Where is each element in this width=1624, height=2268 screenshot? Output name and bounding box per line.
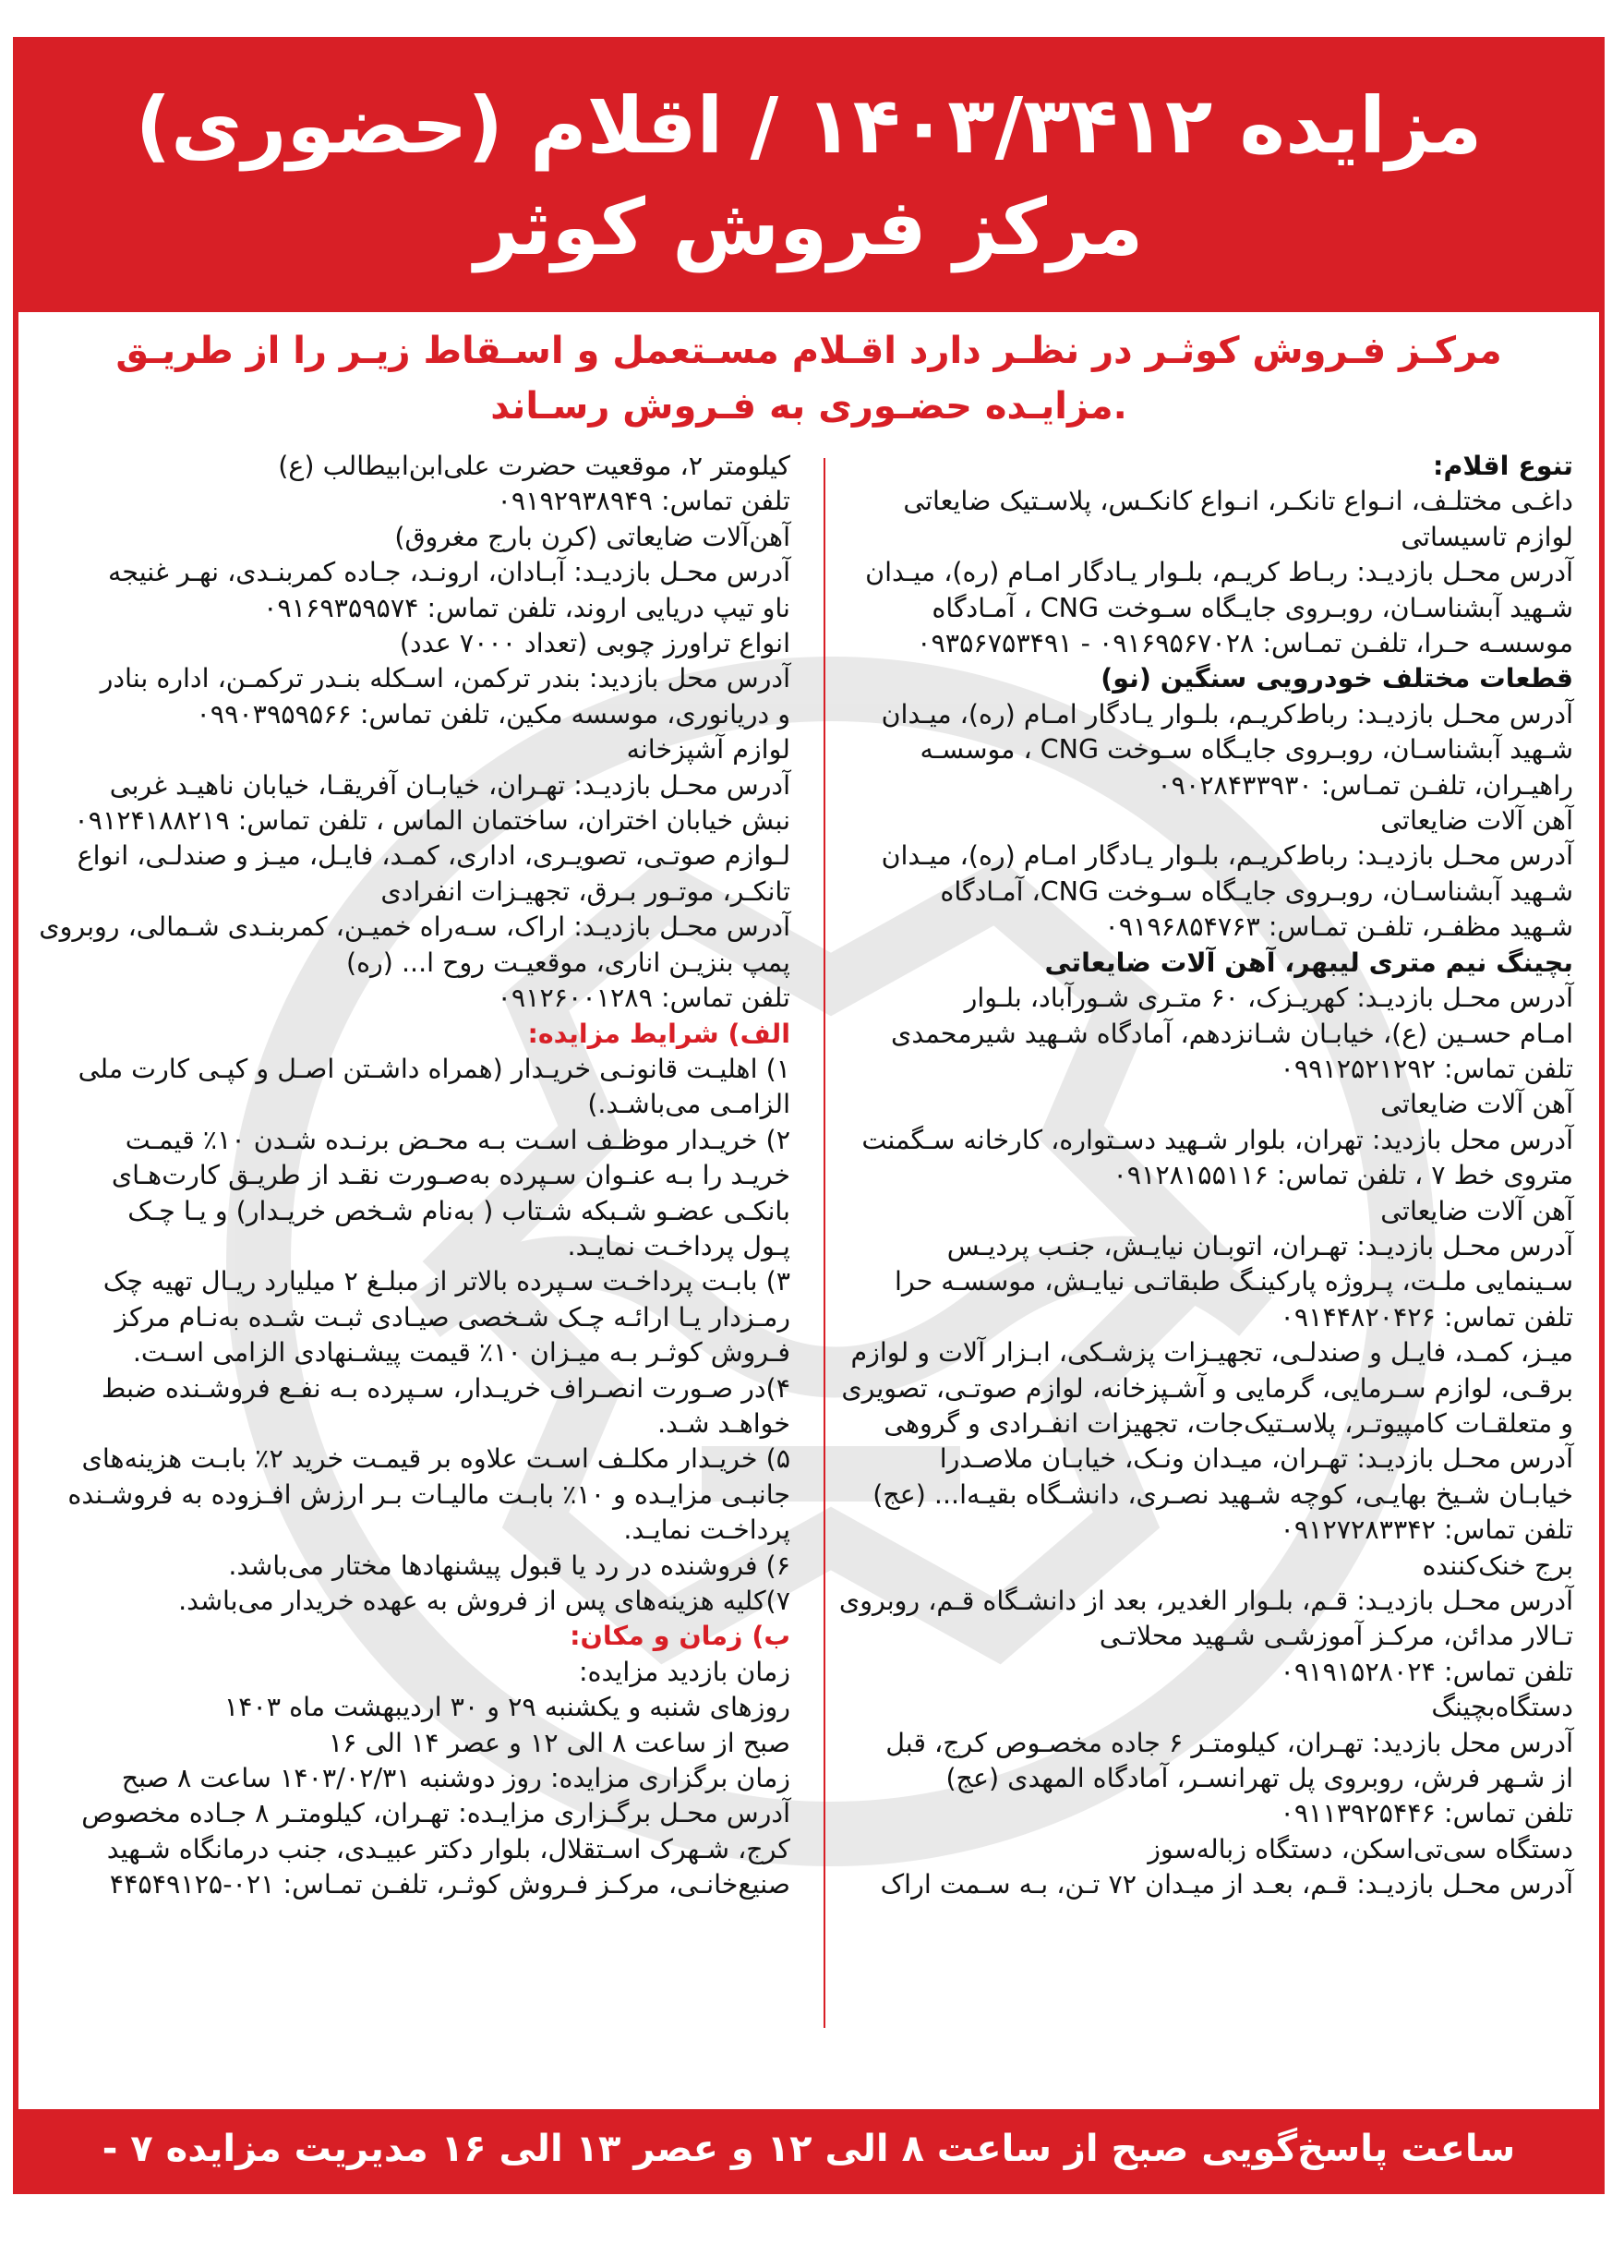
text-line: آهن آلات ضایعاتی [1380, 1089, 1573, 1120]
text-line: آدرس محـل بازدیـد: آبـادان، ارونـد، جـاده کمربنـدی، نهـر غنیجه [108, 557, 790, 588]
left-column [39, 449, 790, 2037]
text-line: خواهـد شـد. [657, 1407, 790, 1439]
footer-banner: ساعت پاسخ‌گویی صبح از ساعت ۸ الی ۱۲ و عصر ۱۳ الی ۱۶ مدیریت مزایده ۷ - ۰۲۱-۴۴۵۴۹۱۱۶ [18, 2109, 1599, 2189]
text-line: و دریانوری، موسسه مکین، تلفن تماس: ۰۹۹۰۳۹۵۹۵۶۶ [196, 698, 790, 730]
text-line: امـام حسـین (ع)، خیابـان شـانزدهم، آمادگاه شـهید شیرمحمدی [891, 1018, 1573, 1049]
text-line: آهن‌آلات ضایعاتی (کرن بارج مغروق) [394, 521, 790, 552]
text-line: نبش خیابان اختران، ساختمان الماس ، تلفن تماس: ۰۹۱۲۴۱۸۸۲۱۹ [74, 805, 790, 837]
text-line: کرج، شـهرک اسـتقلال، بلوار دکتر عبیـدی، جنب درمانگاه شـهید [106, 1833, 790, 1864]
text-line: ۶) فروشنده در رد یا قبول پیشنهادها مختار می‌باشد. [228, 1550, 790, 1581]
text-line: راهیـران، تلفـن تمـاس: ۰۹۰۲۸۴۳۳۹۳۰ [1157, 769, 1573, 801]
text-line: تـالار مدائن، مرکـز آموزشـی شـهید محلاتـی [1099, 1621, 1573, 1652]
text-line: دستگاه‌بچینگ [1431, 1692, 1573, 1723]
text-line: زمان بازدید مزایده: [578, 1656, 790, 1687]
text-line: ۱) اهلیـت قانونـی خریـدار (همراه داشـتن اصـل و کپـی کارت ملی [78, 1053, 790, 1084]
text-line: تلفن تماس: ۰۹۱۲۶۰۰۱۲۸۹ [497, 983, 790, 1014]
text-line: آدرس محل بازدید: تهران، بلوار شـهید دسـتواره، کارخانه سـگمنت [861, 1124, 1573, 1155]
text-line: سـینمایی ملـت، پـروژه پارکینـگ طبقاتـی نیایـش، موسسـه حرا [894, 1266, 1573, 1297]
text-line: تلفن تماس: ۰۹۱۴۴۸۲۰۴۲۶ [1280, 1301, 1573, 1333]
text-line: ناو تیپ دریایی اروند، تلفن تماس: ۰۹۱۶۹۳۵۹۵۷۴ [263, 592, 790, 623]
text-line: تلفن تماس: ۰۹۱۱۳۹۲۵۴۴۶ [1280, 1798, 1573, 1829]
text-line: روزهای شنبه و یکشنبه ۲۹ و ۳۰ اردیبهشت ماه ۱۴۰۳ [223, 1692, 790, 1723]
text-line: پـول پرداخـت نمایـد. [567, 1230, 790, 1261]
text-line: تلفن تماس: ۰۹۱۹۱۵۲۸۰۲۴ [1280, 1656, 1573, 1687]
text-line: زمان برگزاری مزایده: روز دوشنبه ۱۴۰۳/۰۲/۳۱ ساعت ۸ صبح [121, 1763, 790, 1794]
text-line: کیلومتر ۲، موقعیت حضرت علی‌ابن‌ابیطالب (ع) [278, 451, 790, 481]
text-line: فـروش کوثـر بـه میـزان ۱۰٪ قیمت پیشـنهادی الزامی اسـت. [132, 1337, 790, 1369]
text-line: آدرس محـل بازدیـد: ربـاط کریـم، بلـوار یـادگار امـام (ره)، میـدان [865, 557, 1573, 588]
text-line: برج خنک‌کننده [1422, 1550, 1573, 1581]
text-line: تانکـر، موتـور بـرق، تجهیـزات انفرادی [380, 875, 790, 907]
intro-text [74, 323, 1544, 434]
text-line: لوازم تاسیساتی [1401, 521, 1573, 552]
text-line: خیابـان شـیخ بهایـی، کوچه شـهید نصـری، دانشـگاه بقیـه‌ا... (عج) [872, 1478, 1573, 1510]
text-line: ۴)در صـورت انصـراف خریـدار، سـپرده بـه نفـع فروشـنده ضبط [101, 1372, 790, 1404]
text-line: قطعات مختلف خودرویی سنگین (نو) [1101, 663, 1573, 694]
text-line: برقـی، لوازم سـرمایی، گرمایی و آشـپزخانه، لوازم صوتـی، تصویری [841, 1372, 1573, 1404]
text-line: الف) شرایط مزایده: [527, 1018, 790, 1049]
text-line: آدرس محـل بازدیـد: تهـران، میـدان ونـک، خیابـان ملاصـدرا [939, 1443, 1573, 1475]
text-line: آدرس محـل بازدیـد: رباط‌کریـم، بلـوار یـادگار امـام (ره)، میـدان [881, 698, 1573, 730]
header-banner [18, 42, 1599, 312]
right-column [827, 449, 1573, 2037]
text-line: آدرس محـل بازدیـد: تهـران، اتوبـان نیایـش، جنـب پردیـس [946, 1230, 1573, 1261]
text-line: آدرس محـل برگـزاری مزایـده: تهـران، کیلومتـر ۸ جـاده مخصوص [81, 1798, 790, 1829]
text-line: شـهید آبشناسـان، روبـروی جایـگاه سـوخت CNG ، موسسـه [920, 734, 1573, 766]
text-line: آدرس محل بازدید: تهـران، کیلومتـر ۶ جاده مخصـوص کرج، قبل [885, 1727, 1573, 1758]
text-line: لـوازم صوتـی، تصویـری، اداری، کمـد، فایـل، میـز و صندلـی، انواع [77, 840, 790, 872]
text-line: صبح از ساعت ۸ الی ۱۲ و عصر ۱۴ الی ۱۶ [328, 1727, 790, 1758]
text-line: و متعلقـات کامپیوتـر، پلاسـتیک‌جات، تجهیزات انفـرادی و گروهی [884, 1407, 1573, 1439]
text-line: تلفن تماس: ۰۹۹۱۲۵۲۱۲۹۲ [1280, 1053, 1573, 1084]
text-line: رمـزدار یـا ارائـه چـک شـخصی صیـادی ثبـت شـده به‌نـام مرکز [114, 1301, 790, 1333]
text-line: صنیع‌خانـی، مرکـز فـروش کوثـر، تلفـن تمـاس: ۰۲۱-۴۴۵۴۹۱۲۵ [109, 1869, 790, 1900]
text-line: آدرس محـل بازدیـد: اراک، سـه‌راه خمیـن، کمربنـدی شـمالی، روبروی [39, 911, 790, 943]
column-divider [824, 458, 825, 2028]
text-line: آدرس محـل بازدیـد: قـم، بعـد از میـدان ۷۲ تـن، بـه سـمت اراک [880, 1869, 1573, 1900]
text-line: الزامـی می‌باشـد.) [587, 1089, 790, 1120]
text-line: داغـی مختلـف، انـواع تانکـر، انـواع کانکـس، پلاسـتیک ضایعاتی [903, 486, 1573, 517]
text-line: آدرس محـل بازدیـد: تهـران، خیابـان آفریقـا، خیابان ناهیـد غربی [109, 769, 790, 801]
text-line: موسسـه حـرا، تلفـن تمـاس: ۰۹۱۶۹۵۶۷۰۲۸ - ۰۹۳۵۶۷۵۳۴۹۱ [917, 628, 1573, 659]
text-line: خریـد را بـه عنـوان سـپرده به‌صـورت نقـد از طریـق کارت‌هـای [111, 1160, 790, 1191]
text-line: ۳) بابـت پرداخـت سـپرده بالاتر از مبلـغ ۲ میلیارد ریـال تهیه چک [102, 1266, 790, 1297]
text-line: آدرس محـل بازدیـد: کهریـزک، ۶۰ متـری شـورآباد، بلـوار [964, 983, 1573, 1014]
text-line: آدرس محـل بازدیـد: رباط‌کریـم، بلـوار یـادگار امـام (ره)، میـدان [881, 840, 1573, 872]
text-line: آهن آلات ضایعاتی [1380, 805, 1573, 837]
text-line: پرداخـت نمایـد. [623, 1514, 790, 1546]
text-line: آدرس محـل بازدیـد: قـم، بلـوار الغدیر، بعد از دانشـگاه قـم، روبروی [838, 1586, 1573, 1616]
text-line: جانبـی مزایـده و ۱۰٪ بابـت مالیـات بـر ارزش افـزوده به فروشـنده [67, 1478, 790, 1510]
text-line: میـز، کمـد، فایـل و صندلـی، تجهیـزات پزشـکی، ابـزار آلات و لوازم [850, 1337, 1573, 1369]
text-line: دستگاه سی‌تی‌اسکن، دستگاه زباله‌سوز [1148, 1833, 1573, 1864]
text-line: از شـهر فرش، روبروی پل تهرانسـر، آمادگاه المهدی (عج) [945, 1763, 1573, 1794]
intro-line-1: مرکـز فـروش کوثـر در نظـر دارد اقـلام مسـتعمل و اسـقاط زیـر را از طریـق [115, 330, 1502, 372]
text-line: شـهید مظفـر، تلفـن تمـاس: ۰۹۱۹۶۸۵۴۷۶۳ [1104, 911, 1573, 943]
text-line: بانکـی عضـو شـبکه شـتاب ( به‌نام شـخص خریـدار) و یـا چـک [127, 1195, 790, 1226]
text-line: آدرس محل بازدید: بندر ترکمن، اسـکله بنـدر ترکمـن، اداره بنادر [100, 663, 790, 694]
text-line: ۲) خریـدار موظـف اسـت بـه محـض برنـده شـدن ۱۰٪ قیمـت [125, 1124, 790, 1155]
text-line: شـهید آبشناسـان، روبـروی جایـگاه سـوخت CNG، آمـادگاه [940, 875, 1573, 907]
text-line: آهن آلات ضایعاتی [1380, 1195, 1573, 1226]
text-line: تنوع اقلام: [1433, 451, 1573, 481]
text-line: ۵) خریـدار مکلـف اسـت علاوه بر قیمـت خرید ۲٪ بابـت هزینه‌های [81, 1443, 790, 1475]
text-line: تلفن تماس: ۰۹۱۲۷۲۸۳۳۴۲ [1280, 1514, 1573, 1546]
text-line: شـهید آبشناسـان، روبـروی جایـگاه سـوخت CNG ، آمـادگاه [932, 592, 1573, 623]
intro-line-2: مزایـده حضـوری به فـروش رسـاند. [490, 385, 1127, 428]
text-line: لوازم آشپزخانه [626, 734, 790, 766]
text-line: ب) زمان و مکان: [570, 1621, 790, 1652]
text-line: پمپ بنزیـن اناری، موقعیـت روح ا... (ره) [345, 947, 790, 978]
title-line-1: مزایده ۱۴۰۳/۳۴۱۲ / اقلام (حضوری) [135, 80, 1483, 171]
text-line: ۷)کلیه هزینه‌های پس از فروش به عهده خریدار می‌باشد. [178, 1586, 790, 1616]
text-line: بچینگ نیم متری لیبهر، آهن آلات ضایعاتی [1044, 947, 1573, 978]
ad-frame [13, 37, 1605, 2250]
text-line: تلفن تماس: ۰۹۱۹۲۹۳۸۹۴۹ [497, 486, 790, 517]
text-line: متروی خط ۷ ، تلفن تماس: ۰۹۱۲۸۱۵۵۱۱۶ [1113, 1160, 1573, 1191]
title-line-2: مرکز فروش کوثر [474, 182, 1144, 272]
text-line: انواع تراورز چوبی (تعداد ۷۰۰۰ عدد) [399, 628, 790, 659]
